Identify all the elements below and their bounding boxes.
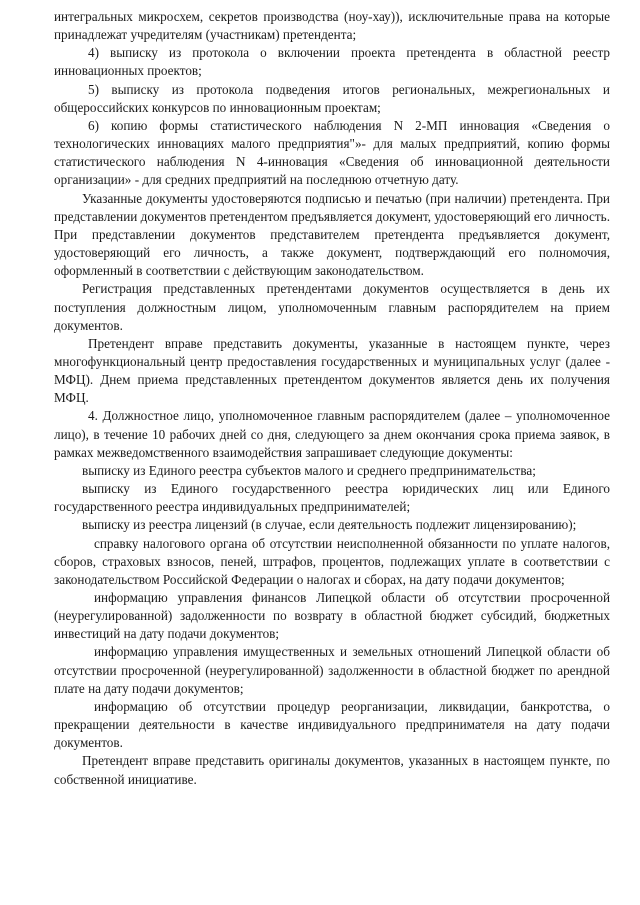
- paragraph-mfc: Претендент вправе представить документы, указанные в настоящем пункте, через многофункциональный центр предоставления государственных и муниципальных услуг (далее - МФЦ). Днем приема представленных претендентом документов является день их получения МФЦ.: [54, 335, 610, 406]
- paragraph-item-6: 6) копию формы статистического наблюдения N 2-МП инновация «Сведения о технологических инновациях малого предприятия"»- для малых предприятий, копию формы статистического наблюдения N 4-инновация «Сведения об инновационной деятельности организации» - для средних предприятий на последнюю отчетную дату.: [54, 117, 610, 188]
- paragraph-certification: Указанные документы удостоверяются подписью и печатью (при наличии) претендента. При представлении документов претендентом предъявляется документ, удостоверяющий его личность. При представлении документов представителем претендента предъявляется документ, удостоверяющий его личность, а также документ, подтверждающий его полномочия, оформленный в соответствии с действующим законодательством.: [54, 190, 610, 279]
- list-item-legal-entities-registry: выписку из Единого государственного реестра юридических лиц или Единого государственного реестра индивидуальных предпринимателей;: [54, 481, 610, 515]
- list-item-license-registry: выписку из реестра лицензий (в случае, если деятельность подлежит лицензированию);: [82, 517, 577, 533]
- list-item-finance-info: информацию управления финансов Липецкой области об отсутствии просроченной (неурегулированной) задолженности по возврату в областной бюджет субсидий, бюджетных инвестиций на дату подачи документов;: [54, 590, 610, 642]
- paragraph-item-5: 5) выписку из протокола подведения итогов региональных, межрегиональных и общероссийских конкурсов по инновационным проектам;: [54, 81, 610, 115]
- paragraph-section-4: 4. Должностное лицо, уполномоченное главным распорядителем (далее – уполномоченное лицо), в течение 10 рабочих дней со дня, следующего за днем окончания срока приема заявок, в рамках межведомственного взаимодействия запрашивает следующие документы:: [54, 408, 610, 460]
- list-item-reorganization-info: информацию об отсутствии процедур реорганизации, ликвидации, банкротства, о прекращении деятельности в качестве индивидуального предпринимателя на дату подачи документов.: [54, 698, 610, 751]
- list-item-tax-certificate: справку налогового органа об отсутствии неисполненной обязанности по уплате налогов, сборов, страховых взносов, пеней, штрафов, процентов, подлежащих уплате в соответствии с законодательством Российской Федерации о налогах и сборах, на дату подачи документов;: [54, 535, 610, 587]
- paragraph-continuation: интегральных микросхем, секретов производства (ноу-хау)), исключительные права на которые принадлежат учредителям (участникам) претендента;: [54, 9, 610, 43]
- list-item-sme-registry: выписку из Единого реестра субъектов малого и среднего предпринимательства;: [82, 462, 536, 478]
- list-item-property-info: информацию управления имущественных и земельных отношений Липецкой области об отсутствии просроченной (неурегулированной) задолженности в областной бюджет по арендной плате на дату подачи документов;: [54, 644, 610, 696]
- paragraph-originals: Претендент вправе представить оригиналы документов, указанных в настоящем пункте, по собственной инициативе.: [54, 753, 610, 787]
- paragraph-item-4: 4) выписку из протокола о включении проекта претендента в областной реестр инновационных проектов;: [54, 45, 610, 79]
- paragraph-registration: Регистрация представленных претендентами документов осуществляется в день их поступления должностным лицом, уполномоченным главным распорядителем на прием документов.: [54, 281, 610, 333]
